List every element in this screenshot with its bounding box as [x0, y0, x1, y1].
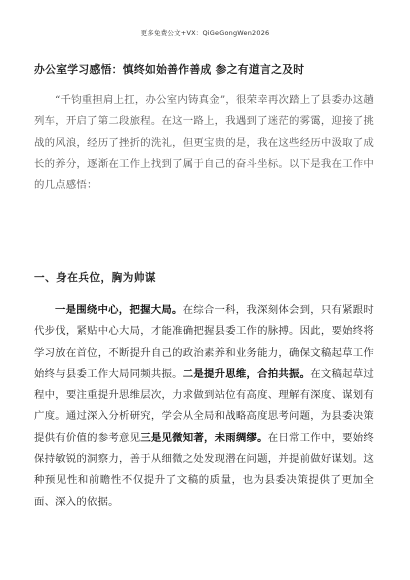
document-title: 办公室学习感悟：慎终如始善作善成 参之有道言之及时	[34, 63, 305, 76]
section-heading-1: 一、身在兵位，胸为帅谋	[34, 272, 157, 284]
point-3-text: 在日常工作中，要始终保持敏锐的洞察力，善于从细微之处发现潜在问题，并提前做好谋划。这种预见性和前瞻性不仅提升了文稿的质量，也为县委决策提供了更加全面、深入的依据。	[34, 431, 375, 508]
point-3-lead: 三是见微知著，未雨绸缪。	[140, 431, 268, 444]
section-1-paragraph	[34, 300, 374, 513]
point-1-text: 在综合一科，我深刻体会到，只有紧跟时代步伐，紧贴中心大局，才能准确把握县委工作的脉搏。因此，要始终将学习放在首位，不断提升自己的政治素养和业务能力，确保文稿起草工作始终与县委工作大局同频共振。	[34, 304, 374, 380]
header-note: 更多免费公文+VX：QiGeGongWen2026	[140, 29, 270, 37]
point-1-lead: 一是围绕中心，把握大局。	[55, 304, 183, 316]
point-2-lead: 二是提升思维，合拍共振。	[182, 367, 311, 380]
intro-paragraph: “千钧重担肩上扛，办公室内铸真金”，很荣幸再次踏上了县委办这趟列车，开启了第二段旅程。在这一路上，我遇到了迷茫的雾霭，迎接了挑战的风浪，经历了挫折的洗礼，但更宝贵的是，我在这些经历中汲取了成长的养分，逐渐在工作上找到了属于自己的奋斗坐标。以下是我在工作中的几点感悟：	[34, 94, 374, 192]
point-2-text: 在文稿起草过程中，要注重提升思维层次，力求做到站位有高度、理解有深度、谋划有广度。通过深入分析研究，学会从全局和战略高度思考问题，为县委决策提供有价值的参考意见	[34, 367, 374, 444]
